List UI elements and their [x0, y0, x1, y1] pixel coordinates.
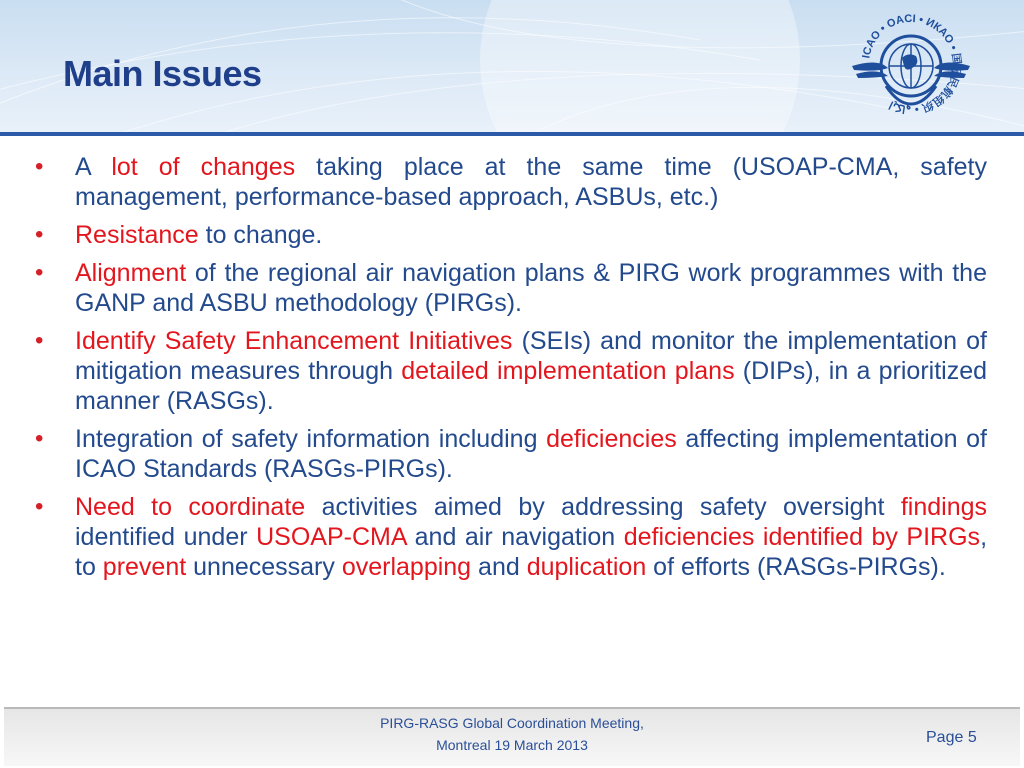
- highlighted-text: overlapping: [341, 553, 472, 581]
- footer-meeting-line1: PIRG-RASG Global Coordination Meeting,: [380, 715, 644, 731]
- highlighted-text: prevent: [102, 553, 187, 581]
- bullet-dot-icon: •: [35, 493, 44, 520]
- highlighted-text: Resistance: [75, 221, 199, 249]
- highlighted-text: detailed implementation plans: [401, 357, 735, 385]
- bullet-item: [35, 492, 987, 582]
- body-text: identified under: [75, 523, 257, 551]
- body-text: Integration of safety information including: [75, 425, 547, 453]
- highlighted-text: duplication: [526, 553, 647, 581]
- page-number: Page 5: [926, 729, 977, 746]
- highlighted-text: Identify Safety Enhancement Initiatives: [75, 327, 513, 355]
- bullet-dot-icon: •: [35, 425, 44, 452]
- bullet-item: [35, 152, 987, 212]
- highlighted-text: lot of changes: [111, 153, 296, 181]
- highlighted-text: USOAP-CMA: [256, 523, 407, 551]
- bullet-text: [75, 326, 987, 416]
- icao-logo: [848, 8, 974, 120]
- page-title: Main Issues: [63, 53, 262, 94]
- bullet-dot-icon: •: [35, 327, 44, 354]
- bullet-text: [75, 424, 987, 484]
- highlighted-text: deficiencies: [546, 425, 677, 453]
- icao-emblem-icon: [848, 8, 974, 120]
- bullet-item: [35, 326, 987, 416]
- footer-meeting-line2: Montreal 19 March 2013: [436, 737, 588, 753]
- bullet-item: [35, 220, 987, 250]
- body-text: affecting implementation of ICAO Standards (RASGs-PIRGs).: [75, 425, 987, 483]
- bullet-text: [75, 220, 987, 250]
- body-text: taking place at the same time (USOAP-CMA, safety management, performance-based approach, ASBUs, etc.): [75, 153, 987, 211]
- body-text: A: [75, 153, 112, 181]
- bullet-list: [35, 152, 987, 590]
- body-text: unnecessary: [186, 553, 342, 581]
- highlighted-text: Alignment: [75, 259, 187, 287]
- bullet-dot-icon: •: [35, 259, 44, 286]
- body-text: and: [471, 553, 527, 581]
- header-divider: [0, 132, 1024, 136]
- highlighted-text: Need to coordinate: [75, 493, 306, 521]
- body-text: and air navigation: [406, 523, 624, 551]
- logo-ring-text: ICAO • OACI • ИКАО • 国际民航组织 • ايكاو: [860, 12, 963, 116]
- bullet-item: [35, 258, 987, 318]
- highlighted-text: findings: [900, 493, 987, 521]
- body-text: , to: [75, 523, 988, 581]
- body-text: (SEIs) and monitor the implementation of mitigation measures through: [75, 327, 987, 385]
- body-text: of the regional air navigation plans & PIRG work programmes with the GANP and ASBU methodology (PIRGs).: [75, 259, 987, 317]
- bullet-text: [75, 492, 987, 582]
- highlighted-text: deficiencies identified by PIRGs: [623, 523, 981, 551]
- body-text: activities aimed by addressing safety oversight: [305, 493, 901, 521]
- body-text: to change.: [198, 221, 323, 249]
- bullet-dot-icon: •: [35, 153, 44, 180]
- body-text: of efforts (RASGs-PIRGs).: [646, 553, 946, 581]
- bullet-item: [35, 424, 987, 484]
- body-text: (DIPs), in a prioritized manner (RASGs).: [75, 357, 988, 415]
- bullet-text: [75, 152, 987, 212]
- bullet-dot-icon: •: [35, 221, 44, 248]
- bullet-text: [75, 258, 987, 318]
- footer-meeting-info: [0, 712, 1024, 756]
